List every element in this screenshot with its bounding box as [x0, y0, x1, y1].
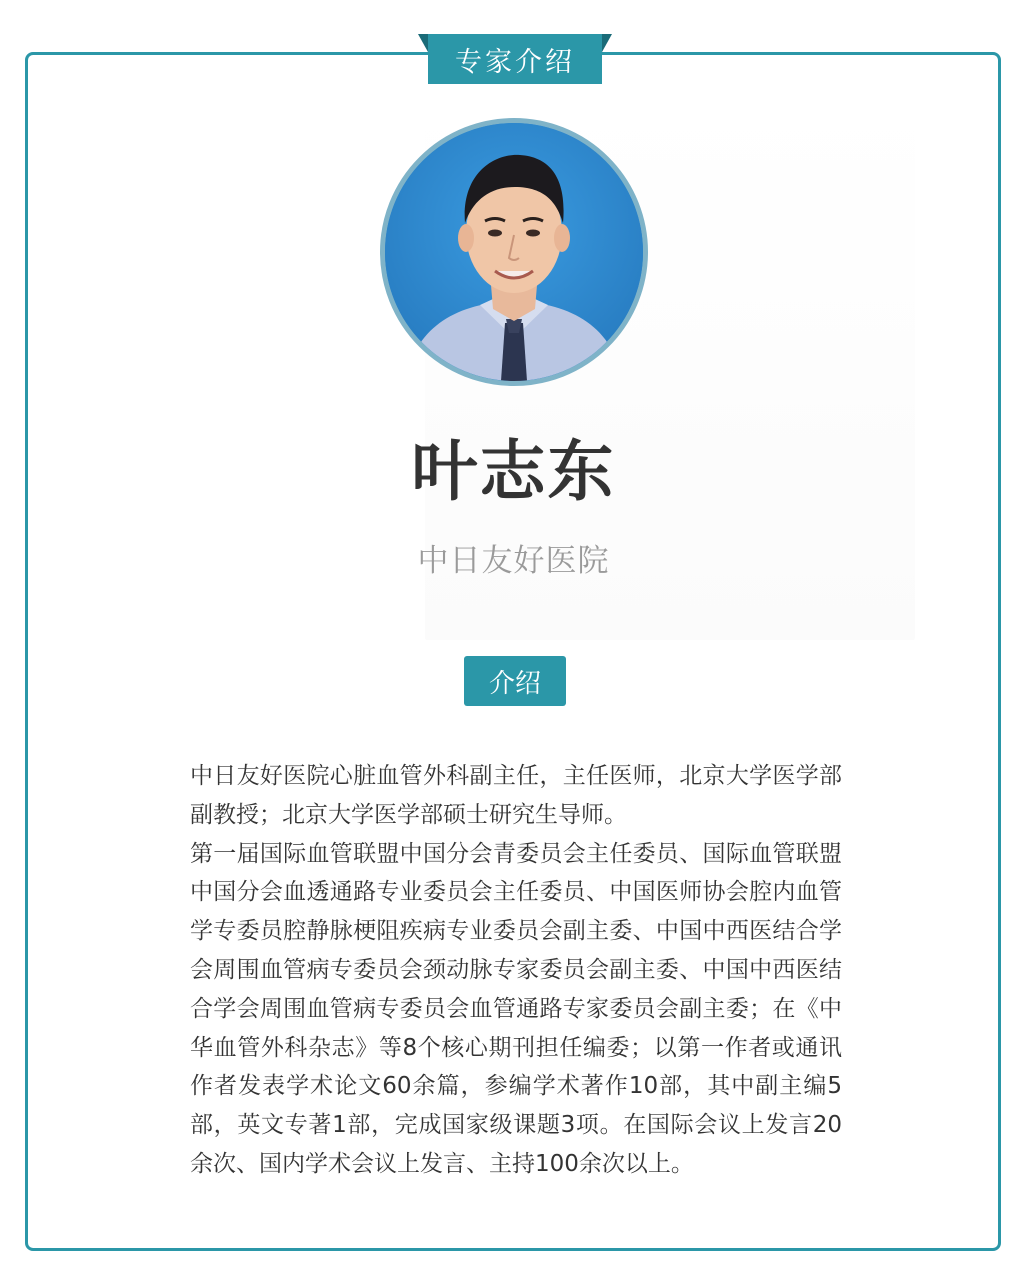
bio-paragraph: 中日友好医院心脏血管外科副主任，主任医师，北京大学医学部副教授；北京大学医学部硕士研究生导师。 [190, 763, 842, 828]
intro-badge: 介绍 [464, 656, 566, 706]
ribbon-fold-right [602, 34, 612, 52]
portrait-illustration [385, 123, 643, 381]
ribbon-fold-left [418, 34, 428, 52]
expert-hospital: 中日友好医院 [417, 543, 610, 579]
expert-name: 叶志东 [411, 432, 616, 510]
bio-text [190, 757, 842, 1184]
bio-paragraph: 第一届国际血管联盟中国分会青委员会主任委员、国际血管联盟中国分会血透通路专业委员会主任委员、中国医师协会腔内血管学专委员腔静脉梗阻疾病专业委员会副主委、中国中西医结合学会周围血管病专委员会颈动脉专家委员会副主委、中国中西医结合学会周围血管病专委员会血管通路专家委员会副主委；在《中华血管外科杂志》等8个核心期刊担任编委；以第一作者或通讯作者发表学术论文60余篇，参编学术著作10部，其中副主编5部，英文专著1部，完成国家级课题3项。在国际会议上发言20余次、国内学术会议上发言、主持100余次以上。 [190, 840, 842, 1177]
header-tab [418, 30, 612, 84]
avatar [380, 118, 648, 386]
header-title: 专家介绍 [428, 34, 602, 84]
